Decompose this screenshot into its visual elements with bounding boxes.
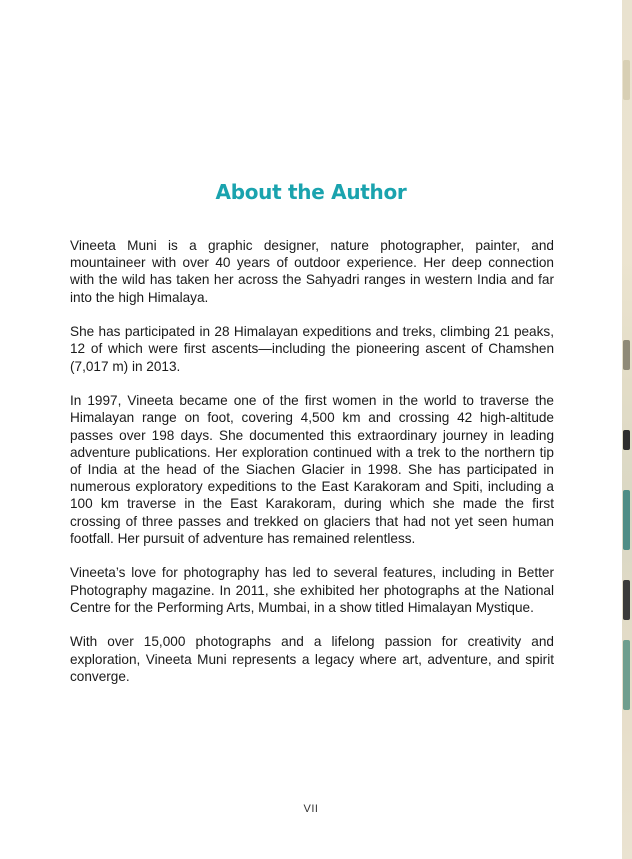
facing-page-illustration-mark [623,340,630,370]
facing-page-illustration-mark [623,580,630,620]
bio-paragraph-1: Vineeta Muni is a graphic designer, nature photographer, painter, and mountaineer with over 40 years of outdoor experience. Her deep connection with the wild has taken her across the Sahyadri ranges in western India and far into the high Himalaya. [70,238,554,305]
facing-page-illustration-mark [623,60,630,100]
bio-paragraph-5: With over 15,000 photographs and a lifelong passion for creativity and exploration, Vineeta Muni represents a legacy where art, adventure, and spirit converge. [70,634,554,684]
page-number: VII [303,803,319,815]
bio-paragraph-2: She has participated in 28 Himalayan expeditions and treks, climbing 21 peaks, 12 of which were first ascents—including the pioneering ascent of Chamshen (7,017 m) in 2013. [70,324,554,374]
facing-page-illustration-mark [623,490,630,550]
bio-paragraph-4: Vineeta’s love for photography has led to several features, including in Better Photography magazine. In 2011, she exhibited her photographs at the National Centre for the Performing Arts, Mumbai, in a show titled Himalayan Mystique. [70,565,554,615]
author-bio [70,237,554,702]
facing-page-illustration-mark [623,640,630,710]
facing-page-edge [622,0,632,859]
page-title: About the Author [215,180,407,204]
bio-paragraph-3: In 1997, Vineeta became one of the first women in the world to traverse the Himalayan range on foot, covering 4,500 km and crossing 42 high-altitude passes over 198 days. She documented this extraordinary journey in leading adventure publications. Her exploration continued with a trek to the northern tip of India at the head of the Siachen Glacier in 1998. She has participated in numerous exploratory expeditions to the East Karakoram and Spiti, including a 100 km traverse in the East Karakoram, during which she made the first crossing of three passes and trekked on glaciers that had not yet seen human footfall. Her pursuit of adventure has remained relentless. [70,393,554,546]
facing-page-illustration-mark [623,430,630,450]
